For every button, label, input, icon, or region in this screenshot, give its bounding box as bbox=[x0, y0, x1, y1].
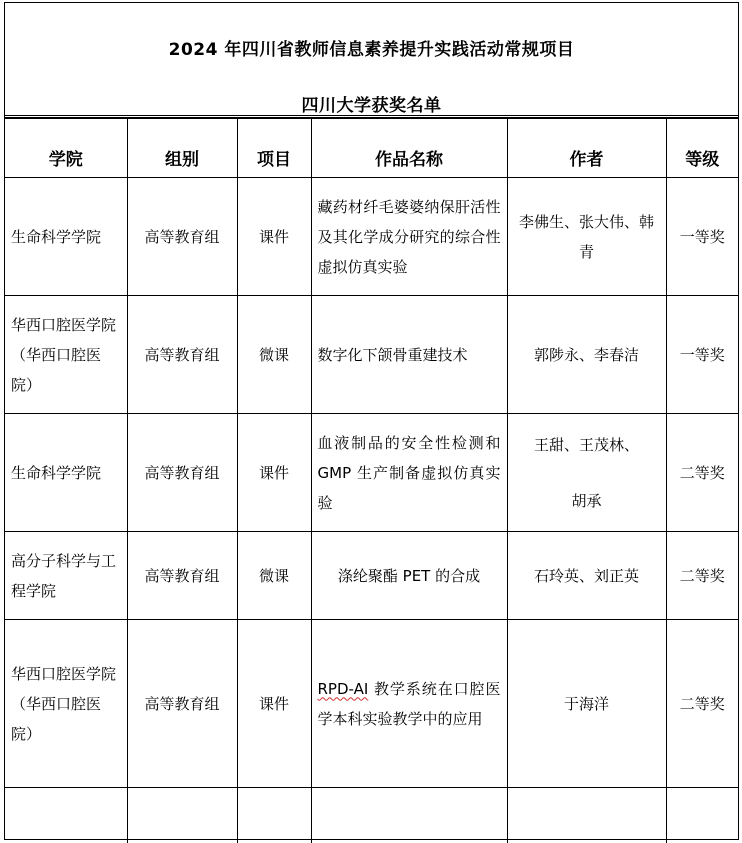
empty-cell bbox=[666, 788, 738, 843]
cell-work-title: 藏药材纤毛婆婆纳保肝活性及其化学成分研究的综合性虚拟仿真实验 bbox=[311, 178, 507, 296]
table-row bbox=[5, 532, 738, 620]
empty-cell bbox=[5, 788, 127, 843]
table-row bbox=[5, 296, 738, 414]
table-row bbox=[5, 178, 738, 296]
authors-spacer bbox=[514, 460, 660, 486]
table-row bbox=[5, 414, 738, 532]
cell-authors: 于海洋 bbox=[507, 620, 666, 788]
cell-category: 微课 bbox=[237, 532, 311, 620]
column-header-category: 项目 bbox=[237, 118, 311, 178]
cell-category: 课件 bbox=[237, 414, 311, 532]
column-header-group: 组别 bbox=[127, 118, 237, 178]
cell-college: 高分子科学与工程学院 bbox=[5, 532, 127, 620]
document-subtitle: 四川大学获奖名单 bbox=[5, 91, 738, 116]
cell-work-title: 血液制品的安全性检测和 GMP 生产制备虚拟仿真实验 bbox=[311, 414, 507, 532]
column-header-work-title: 作品名称 bbox=[311, 118, 507, 178]
column-header-college: 学院 bbox=[5, 118, 127, 178]
cell-group: 高等教育组 bbox=[127, 620, 237, 788]
cell-authors: 石玲英、刘正英 bbox=[507, 532, 666, 620]
cell-authors: 李佛生、张大伟、韩青 bbox=[507, 178, 666, 296]
document-title: 2024 年四川省教师信息素养提升实践活动常规项目 bbox=[5, 35, 738, 60]
empty-cell bbox=[127, 788, 237, 843]
cell-college: 华西口腔医学院（华西口腔医院） bbox=[5, 620, 127, 788]
cell-work-title bbox=[311, 620, 507, 788]
cell-grade: 二等奖 bbox=[666, 620, 738, 788]
cell-grade: 一等奖 bbox=[666, 178, 738, 296]
cell-category: 课件 bbox=[237, 620, 311, 788]
cell-category: 微课 bbox=[237, 296, 311, 414]
empty-cell bbox=[311, 788, 507, 843]
cell-group: 高等教育组 bbox=[127, 296, 237, 414]
cell-grade: 一等奖 bbox=[666, 296, 738, 414]
cell-college: 生命科学学院 bbox=[5, 178, 127, 296]
work-title-rest: 教学系统在口腔医学本科实验教学中的应用 bbox=[318, 680, 501, 728]
cell-group: 高等教育组 bbox=[127, 178, 237, 296]
table-row bbox=[5, 620, 738, 788]
cell-college: 华西口腔医学院（华西口腔医院） bbox=[5, 296, 127, 414]
title-block bbox=[5, 3, 738, 116]
cell-group: 高等教育组 bbox=[127, 532, 237, 620]
empty-table-row bbox=[5, 788, 738, 843]
empty-cell bbox=[507, 788, 666, 843]
column-header-authors: 作者 bbox=[507, 118, 666, 178]
cell-work-title: 数字化下颌骨重建技术 bbox=[311, 296, 507, 414]
cell-grade: 二等奖 bbox=[666, 414, 738, 532]
authors-line-1: 王甜、王茂林、 bbox=[514, 430, 660, 460]
header-row bbox=[5, 118, 738, 178]
cell-authors: 郭陟永、李春洁 bbox=[507, 296, 666, 414]
spellcheck-flagged-term: RPD-AI bbox=[318, 680, 369, 698]
cell-work-title: 涤纶聚酯 PET 的合成 bbox=[311, 532, 507, 620]
cell-grade: 二等奖 bbox=[666, 532, 738, 620]
cell-category: 课件 bbox=[237, 178, 311, 296]
cell-group: 高等教育组 bbox=[127, 414, 237, 532]
empty-cell bbox=[237, 788, 311, 843]
award-list-sheet bbox=[4, 2, 739, 840]
authors-line-2: 胡承 bbox=[514, 486, 660, 516]
awards-table bbox=[5, 117, 738, 843]
cell-authors bbox=[507, 414, 666, 532]
column-header-grade: 等级 bbox=[666, 118, 738, 178]
cell-college: 生命科学学院 bbox=[5, 414, 127, 532]
